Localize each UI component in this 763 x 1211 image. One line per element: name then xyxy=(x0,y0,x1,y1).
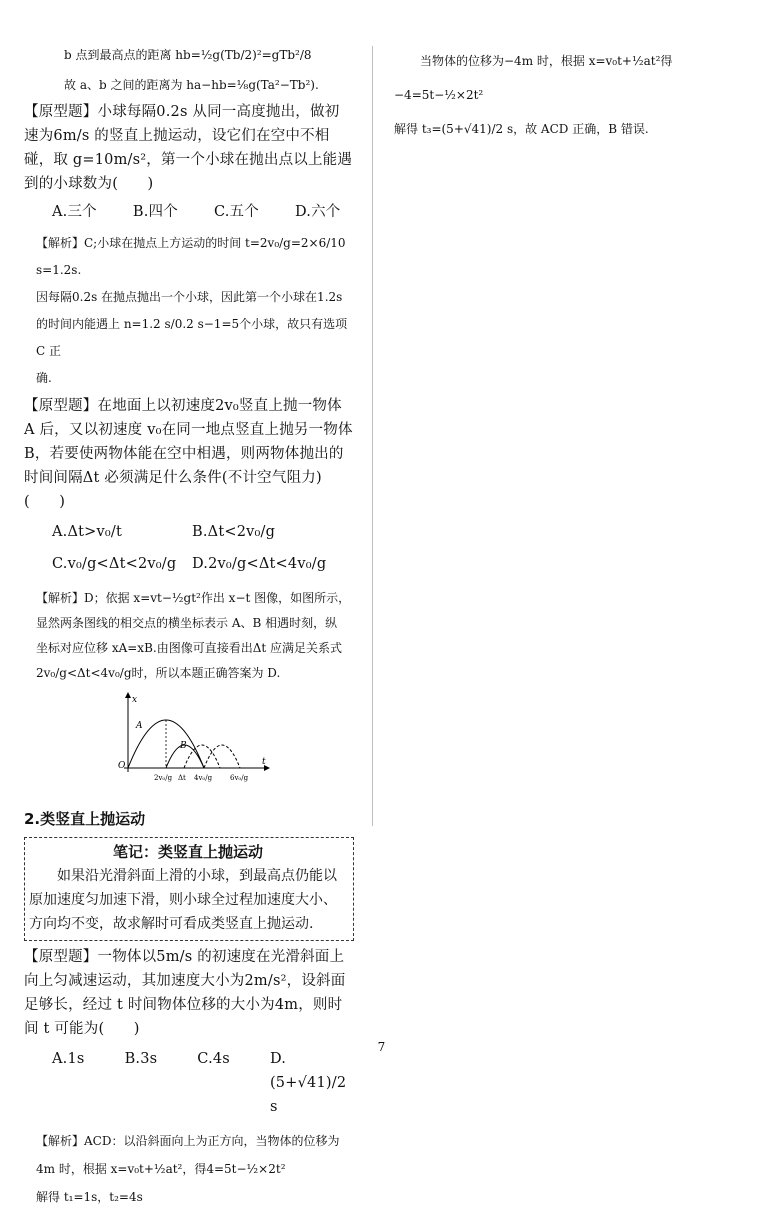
x-t-graph xyxy=(114,692,274,784)
analysis-line: 因每隔0.2s 在抛点抛出一个小球，因此第一个小球在1.2s xyxy=(36,290,343,304)
analysis-line: 确. xyxy=(36,371,52,385)
option-a: A.三个 xyxy=(52,204,97,220)
analysis-line: 2v₀/g<Δt<4v₀/g时，所以本题正确答案为 D. xyxy=(36,666,281,680)
curve-a-label: A xyxy=(136,721,143,731)
y-axis-label: x xyxy=(132,695,138,705)
analysis-line: 4m 时，根据 x=v₀t+½at²，得4=5t−½×2t² xyxy=(36,1162,286,1176)
question-2-analysis xyxy=(24,586,354,686)
derivation-line-2: 故 a、b 之间的距离为 ha−hb=⅛g(Ta²−Tb²). xyxy=(64,78,319,92)
analysis-line: 解得 t₁=1s，t₂=4s xyxy=(36,1190,143,1204)
column-divider xyxy=(372,46,373,826)
question-3-options xyxy=(24,1047,354,1119)
curve-b-label: B xyxy=(180,741,187,751)
curve-b-3 xyxy=(204,745,240,768)
question-2-stem: 【原型题】在地面上以初速度2v₀竖直上抛一物体 A 后，又以初速度 v₀在同一地点竖直上抛另一物体 B，若要使两物体能在空中相遇，则两物体抛出的时间间隔Δt 必须满足什么条件(不计空气阻力)( ) xyxy=(24,398,353,510)
tick-label: 6v₀/g xyxy=(230,774,249,782)
option-c: C.4s xyxy=(197,1051,230,1067)
right-line-3: 解得 t₃=(5+√41)/2 s，故 ACD 正确，B 错误. xyxy=(394,122,649,136)
tick-label: Δt xyxy=(178,774,186,782)
question-1-analysis xyxy=(24,230,354,392)
section-title: 2.类竖直上抛运动 xyxy=(24,810,146,828)
question-3-stem: 【原型题】一物体以5m/s 的初速度在光滑斜面上向上匀减速运动，其加速度大小为2m/s²，设斜面足够长，经过 t 时间物体位移的大小为4m，则时间 t 可能为( ) xyxy=(24,949,346,1037)
analysis-line: 【解析】D；依据 x=vt−½gt²作出 x−t 图像，如图所示， xyxy=(36,591,351,605)
option-d: D.2v₀/g<Δt<4v₀/g xyxy=(192,556,327,572)
right-line-1: 当物体的位移为−4m 时，根据 x=v₀t+½at²得 xyxy=(420,54,673,68)
analysis-line: 【解析】C;小球在抛点上方运动的时间 t=2v₀/g=2×6/10 s=1.2s. xyxy=(36,236,346,277)
option-a: A.Δt>v₀/t xyxy=(52,524,123,540)
option-c: C.v₀/g<Δt<2v₀/g xyxy=(52,556,177,572)
option-b: B.3s xyxy=(124,1051,158,1067)
analysis-line: 显然两条图线的相交点的横坐标表示 A、B 相遇时刻，纵 xyxy=(36,616,338,630)
option-a: A.1s xyxy=(52,1051,85,1067)
option-d: D.(5+√41)/2 s xyxy=(269,1051,347,1115)
y-axis-arrow xyxy=(125,692,131,698)
option-b: B.四个 xyxy=(132,204,178,220)
option-d: D.六个 xyxy=(294,204,341,220)
analysis-line: 的时间内能遇上 n=1.2 s/0.2 s−1=5个小球，故只有选项C 正 xyxy=(36,317,348,358)
left-column xyxy=(24,44,354,1211)
note-box xyxy=(24,837,354,941)
tick-label: 2v₀/g xyxy=(154,774,173,782)
note-title: 笔记：类竖直上抛运动 xyxy=(112,843,263,861)
note-body: 如果沿光滑斜面上滑的小球，到最高点仍能以原加速度匀加速下滑，则小球全过程加速度大小、方向均不变，故求解时可看成类竖直上抛运动. xyxy=(29,868,337,932)
option-b: B.Δt<2v₀/g xyxy=(192,524,276,540)
question-3-analysis xyxy=(24,1127,354,1211)
question-1-stem: 【原型题】小球每隔0.2s 从同一高度抛出，做初速为6m/s 的竖直上抛运动，设它们在空中不相碰，取 g=10m/s²，第一个小球在抛出点以上能遇到的小球数为( ) xyxy=(24,104,353,192)
question-1-options xyxy=(24,200,354,224)
x-axis-label: t xyxy=(262,757,266,767)
analysis-line: 坐标对应位移 xA=xB.由图像可直接看出Δt 应满足关系式 xyxy=(36,641,343,655)
right-line-2: −4=5t−½×2t² xyxy=(394,88,484,102)
right-column xyxy=(394,44,739,146)
derivation-line-1: b 点到最高点的距离 hb=½g(Tb/2)²=gTb²/8 xyxy=(64,48,312,62)
question-2-options xyxy=(24,520,354,576)
origin-label: O xyxy=(118,761,126,771)
option-c: C.五个 xyxy=(213,204,259,220)
analysis-line: 【解析】ACD：以沿斜面向上为正方向，当物体的位移为 xyxy=(36,1134,340,1148)
tick-label: 4v₀/g xyxy=(194,774,213,782)
page-number: 7 xyxy=(377,1040,386,1054)
